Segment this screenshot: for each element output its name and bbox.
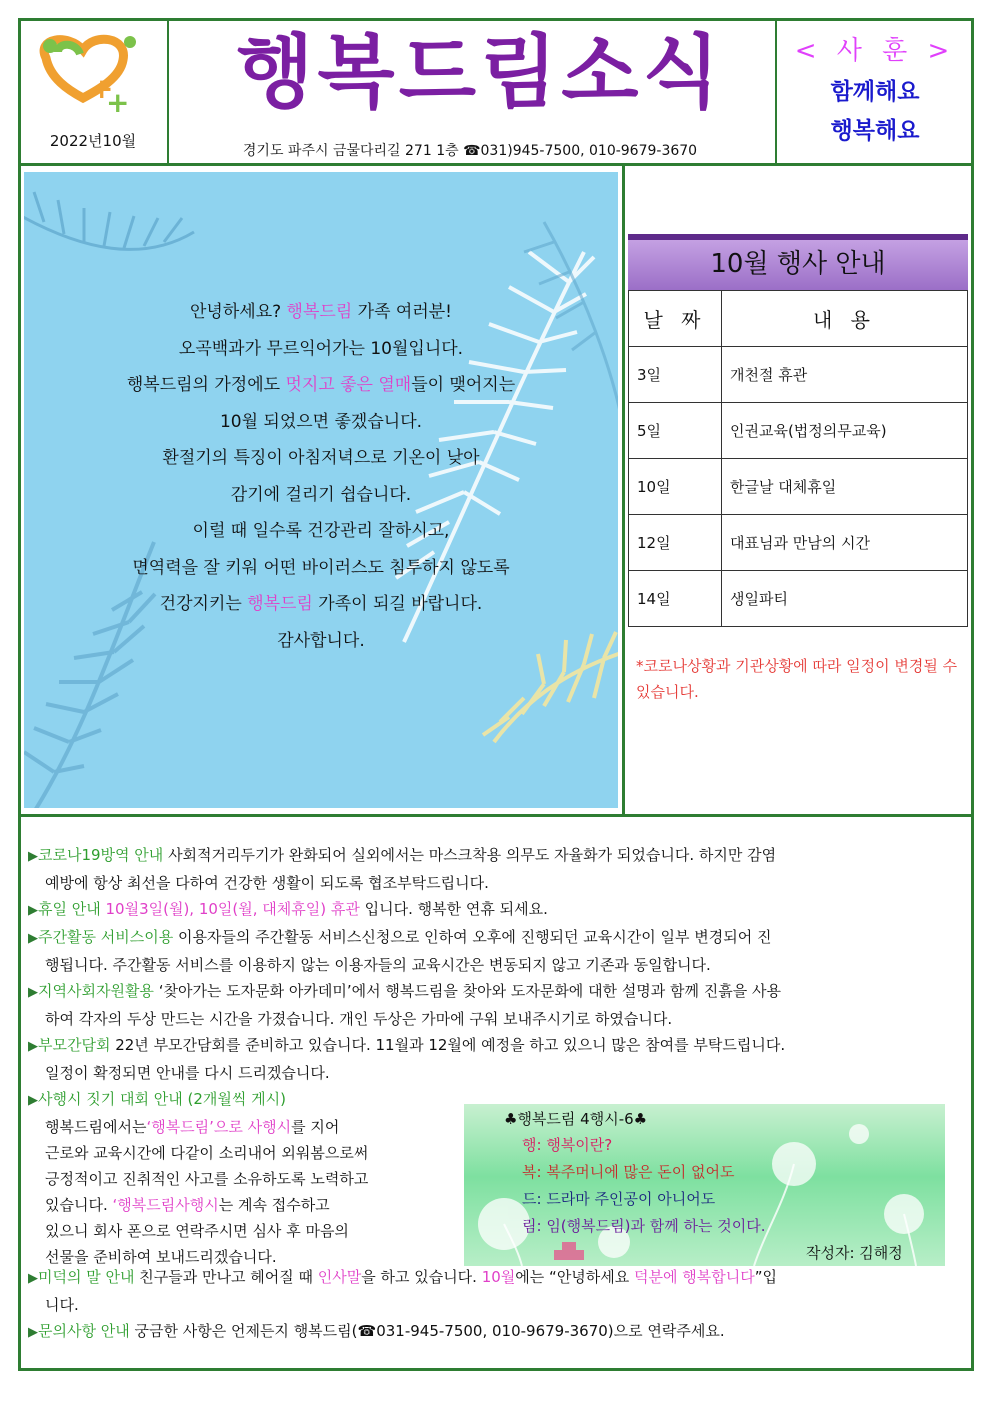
svg-text:+: +	[90, 72, 114, 105]
poem-title: ♣행복드림 4행시-6♣	[504, 1110, 648, 1128]
item-text: 에는 “안녕하세요	[515, 1268, 635, 1286]
events-title	[628, 234, 968, 290]
triangle-bullet-icon: ▶	[28, 849, 38, 864]
item-text: 행복드림에서는	[45, 1118, 147, 1136]
item-text: 사회적거리두기가 완화되어 실외에서는 마스크착용 의무도 자율화가 되었습니다. 하지만 감염	[163, 846, 777, 864]
greeting-highlight: 멋지고 좋은 열매	[285, 375, 412, 395]
table-row	[629, 403, 968, 459]
poem-line-text: : 임(행복드림)과 함께 하는 것이다.	[536, 1217, 766, 1235]
item-text: 이용자들의 주간활동 서비스신청으로 인하여 오후에 진행되던 교육시간이 일부 변경되어 진	[173, 928, 772, 946]
item-label: 주간활동 서비스이용	[38, 928, 174, 946]
col-content-header: 내 용	[722, 291, 968, 347]
list-item	[28, 1032, 968, 1086]
event-content: 한글날 대체휴일	[722, 459, 968, 515]
table-row	[629, 347, 968, 403]
greeting-line-3	[24, 367, 618, 404]
logo	[28, 28, 158, 118]
greeting-line-8: 면역력을 잘 키워 어떤 바이러스도 침투하지 않도록	[132, 557, 510, 578]
triangle-bullet-icon: ▶	[28, 985, 38, 1000]
item-label: 휴일 안내	[38, 900, 101, 918]
list-item	[28, 896, 968, 924]
motto	[780, 30, 970, 145]
greeting-line-5: 환절기의 특징이 아침저녁으로 기온이 낮아	[162, 448, 480, 468]
item-highlight: 덕분에 행복합니다	[634, 1268, 755, 1286]
poem-box	[464, 1104, 945, 1266]
item-label: 부모간담회	[38, 1036, 111, 1054]
greeting-highlight: 행복드림	[286, 302, 353, 322]
poem-line-text: : 행복이란?	[536, 1136, 613, 1154]
event-date: 3일	[629, 347, 722, 403]
item-text-continued: 하여 각자의 두상 만드는 시간을 가졌습니다. 개인 두상은 가마에 구워 보내주시기로 하였습니다.	[45, 1010, 673, 1028]
poem-line-text: : 드라마 주인공이 아니어도	[536, 1190, 716, 1208]
table-row	[629, 459, 968, 515]
item-text: 궁금한 사항은 언제든지 행복드림(☎031-945-7500, 010-9679-3670)으로 연락주세요.	[129, 1322, 725, 1340]
item-text-continued: 일정이 확정되면 안내를 다시 드리겠습니다.	[45, 1064, 330, 1082]
triangle-bullet-icon: ▶	[28, 1039, 38, 1054]
item-text: 있습니다.	[45, 1196, 113, 1214]
item-highlight: 인사말	[317, 1268, 362, 1286]
poem-line-key: 행	[522, 1136, 537, 1154]
event-date: 12일	[629, 515, 722, 571]
item-highlight: ‘행복드림사행시	[112, 1196, 219, 1214]
greeting-line-4: 10월 되었으면 좋겠습니다.	[219, 411, 423, 432]
middle-divider	[622, 164, 625, 816]
item-highlight: 10월3일(월), 10일(월, 대체휴일) 휴관	[100, 900, 360, 918]
triangle-bullet-icon: ▶	[28, 903, 38, 918]
event-date: 14일	[629, 571, 722, 627]
item-text: 친구들과 만나고 헤어질 때	[134, 1268, 318, 1286]
item-text: ‘찾아가는 도자문화 아카데미’에서 행복드림을 찾아와 도자문화에 대한 설명과 함께 진흙을 사용	[153, 982, 782, 1000]
poem-author: 작성자: 김해정	[806, 1244, 903, 1262]
item-text: 22년 부모간담회를 준비하고 있습니다. 11월과 12월에 예정을 하고 있으니 많은 참여를 부탁드립니다.	[110, 1036, 786, 1054]
poem-line-text: : 복주머니에 많은 돈이 없어도	[536, 1163, 735, 1181]
poem-line-3	[522, 1186, 715, 1213]
poem-line-4	[522, 1213, 765, 1240]
greeting-line-6: 감기에 걸리기 쉽습니다.	[230, 484, 412, 505]
notice-items-bottom	[28, 1264, 968, 1346]
item-label: 문의사항 안내	[38, 1322, 130, 1340]
header-divider	[18, 163, 974, 166]
list-item	[28, 978, 968, 1032]
svg-text:+: +	[106, 86, 130, 118]
triangle-bullet-icon: ▶	[28, 1093, 38, 1108]
item-label: 코로나19방역 안내	[38, 846, 164, 864]
address: 경기도 파주시 금물다리길 271 1층 ☎031)945-7500, 010-9679-3670	[242, 143, 698, 159]
item-text-continued: 예방에 항상 최선을 다하여 건강한 생활이 되도록 협조부탁드립니다.	[45, 874, 489, 892]
item-highlight: ‘행복드림’으로 사행시	[146, 1118, 292, 1136]
events-title-text: 10월 행사 안내	[710, 249, 886, 279]
greeting-line-2: 오곡백과가 무르익어가는 10월입니다.	[178, 338, 464, 359]
table-row	[629, 515, 968, 571]
greeting-text-part: 들이 맺어지는	[411, 375, 516, 395]
greeting-line-9	[24, 586, 618, 623]
triangle-bullet-icon: ▶	[28, 1325, 38, 1340]
greeting-text-part: 가족이 되길 바랍니다.	[312, 594, 483, 614]
greeting-letter	[24, 172, 618, 808]
poem-line-2	[522, 1159, 735, 1186]
event-date: 10일	[629, 459, 722, 515]
item-text-continued: 행됩니다. 주간활동 서비스를 이용하지 않는 이용자들의 교육시간은 변동되지 않고 기존과 동일합니다.	[45, 956, 711, 974]
item-text-continued: 선물을 준비하여 보내드리겠습니다.	[45, 1248, 277, 1266]
poem-line-key: 복	[522, 1163, 537, 1181]
page-title: 행복드림소식	[236, 26, 724, 119]
greeting-text-part: 행복드림의 가정에도	[126, 375, 286, 395]
greeting-line-10: 감사합니다.	[277, 630, 365, 651]
issue-date: 2022년10월	[49, 132, 137, 150]
greeting-text-part: 안녕하세요?	[190, 302, 287, 322]
event-content: 대표님과 만남의 시간	[722, 515, 968, 571]
item-highlight: 10월	[481, 1268, 516, 1286]
list-item	[28, 1264, 968, 1318]
item-label: 사행시 짓기 대회 안내 (2개월씩 게시)	[38, 1090, 286, 1108]
motto-label: < 사 훈 >	[794, 36, 956, 66]
item-text-continued: 긍정적이고 진취적인 사고를 소유하도록 노력하고	[45, 1170, 369, 1188]
item-label: 미덕의 말 안내	[38, 1268, 135, 1286]
event-date: 5일	[629, 403, 722, 459]
poem-line-1	[522, 1132, 612, 1159]
item-text-continued: 근로와 교육시간에 다같이 소리내어 외워봄으로써	[45, 1144, 369, 1162]
events-title-bar	[628, 234, 968, 240]
events-table	[628, 290, 968, 627]
greeting-text-part: 건강지키는	[159, 594, 248, 614]
greeting-line-7: 이럴 때 일수록 건강관리 잘하시고,	[192, 521, 450, 541]
poem-line-key: 림	[522, 1217, 537, 1235]
col-date-header: 날 짜	[629, 291, 722, 347]
event-content: 생일파티	[722, 571, 968, 627]
greeting-highlight: 행복드림	[247, 594, 313, 614]
poem-line-key: 드	[522, 1190, 537, 1208]
events-header-row	[629, 291, 968, 347]
motto-line-2: 행복해요	[830, 118, 920, 144]
item-text: ”입	[754, 1268, 778, 1286]
greeting-line-1	[24, 294, 618, 331]
greeting-text	[24, 294, 618, 659]
table-row	[629, 571, 968, 627]
item-label: 지역사회자원활용	[38, 982, 154, 1000]
greeting-text-part: 가족 여러분!	[352, 302, 452, 322]
section-divider	[18, 814, 974, 817]
item-text: 입니다. 행복한 연휴 되세요.	[359, 900, 548, 918]
schedule-notice: *코로나상황과 기관상황에 따라 일정이 변경될 수 있습니다.	[636, 657, 958, 701]
item-text-continued: 니다.	[45, 1296, 79, 1314]
header-left-divider	[167, 18, 169, 164]
item-text-continued: 있으니 회사 폰으로 연락주시면 심사 후 마음의	[45, 1222, 349, 1240]
triangle-bullet-icon: ▶	[28, 1271, 38, 1286]
motto-line-1: 함께해요	[830, 79, 920, 105]
list-item	[28, 842, 968, 896]
list-item	[28, 924, 968, 978]
event-content: 개천절 휴관	[722, 347, 968, 403]
item-text: 는 계속 접수하고	[218, 1196, 330, 1214]
item-text: 를 지어	[291, 1118, 340, 1136]
list-item	[28, 1318, 968, 1346]
event-content: 인권교육(법정의무교육)	[722, 403, 968, 459]
triangle-bullet-icon: ▶	[28, 931, 38, 946]
item-text: 을 하고 있습니다.	[361, 1268, 482, 1286]
